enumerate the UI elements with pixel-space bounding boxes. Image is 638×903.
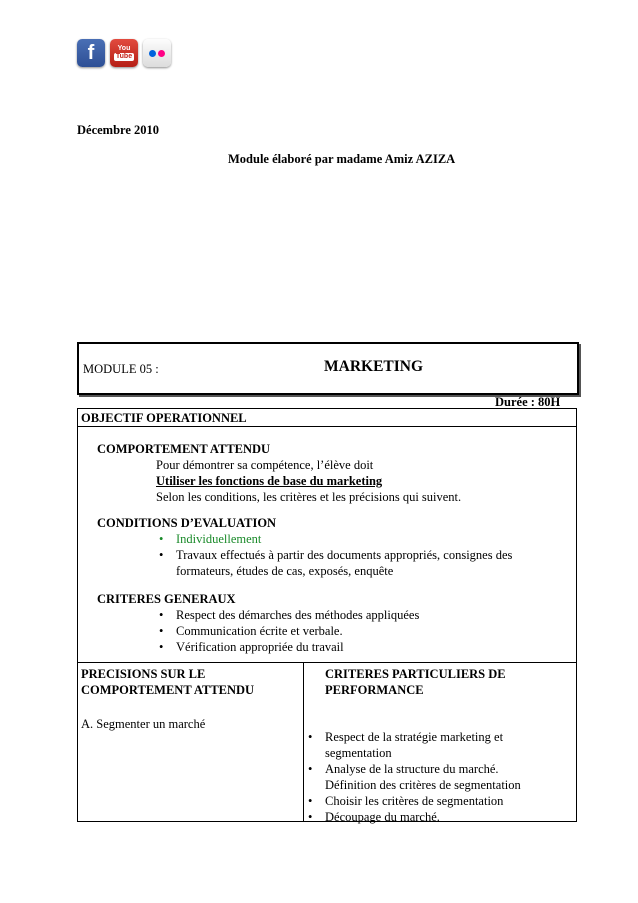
flickr-pink-dot	[158, 50, 165, 57]
date: Décembre 2010	[77, 123, 160, 137]
list-item: • Individuellement	[156, 531, 536, 547]
criteres-list	[156, 607, 536, 655]
criteres-particuliers-title: CRITERES PARTICULIERS DE	[325, 667, 506, 681]
flickr-blue-dot	[149, 50, 156, 57]
conditions-list	[156, 531, 536, 579]
module-title: MARKETING	[324, 358, 424, 375]
flickr-icon[interactable]	[143, 39, 171, 67]
column-divider	[303, 662, 304, 821]
list-item: • Découpage du marché.	[305, 809, 550, 825]
objectives-table	[77, 408, 577, 822]
youtube-you: You	[117, 45, 131, 52]
list-item: • Respect des démarches des méthodes appliquées	[156, 607, 536, 623]
list-item: • Travaux effectués à partir des documents appropriés, consignes des formateurs, études de cas, exposés, enquête	[156, 547, 536, 579]
social-links	[77, 39, 171, 67]
module-duration: Durée : 80H	[495, 395, 561, 409]
facebook-letter: f	[87, 41, 95, 64]
objectif-title: OBJECTIF OPERATIONNEL	[81, 411, 247, 425]
list-item: • Vérification appropriée du travail	[156, 639, 536, 655]
youtube-icon[interactable]	[110, 39, 138, 67]
comportement-line: Pour démontrer sa compétence, l’élève doit	[156, 458, 374, 472]
module-header-box	[77, 342, 579, 395]
conditions-title: CONDITIONS D’EVALUATION	[97, 516, 277, 530]
precisions-title: COMPORTEMENT ATTENDU	[81, 683, 255, 697]
list-item: • Respect de la stratégie marketing et segmentation	[305, 729, 550, 761]
comportement-line: Utiliser les fonctions de base du marketing	[156, 474, 383, 488]
criteres-particuliers-title: PERFORMANCE	[325, 683, 424, 697]
comportement-title: COMPORTEMENT ATTENDU	[97, 442, 271, 456]
list-item: • Choisir les critères de segmentation	[305, 793, 550, 809]
youtube-tube: Tube	[115, 53, 133, 60]
precision-item: A. Segmenter un marché	[81, 717, 206, 731]
facebook-icon[interactable]	[77, 39, 105, 67]
divider	[78, 426, 576, 427]
precisions-title: PRECISIONS SUR LE	[81, 667, 206, 681]
author-line: Module élaboré par madame Amiz AZIZA	[228, 152, 456, 166]
divider	[78, 662, 576, 663]
criteres-title: CRITERES GENERAUX	[97, 592, 236, 606]
comportement-line: Selon les conditions, les critères et les précisions qui suivent.	[156, 490, 462, 504]
list-item: • Analyse de la structure du marché. Définition des critères de segmentation	[305, 761, 550, 793]
criteres-particuliers-list	[305, 729, 550, 825]
list-item: • Communication écrite et verbale.	[156, 623, 536, 639]
module-number: MODULE 05 :	[83, 362, 159, 376]
